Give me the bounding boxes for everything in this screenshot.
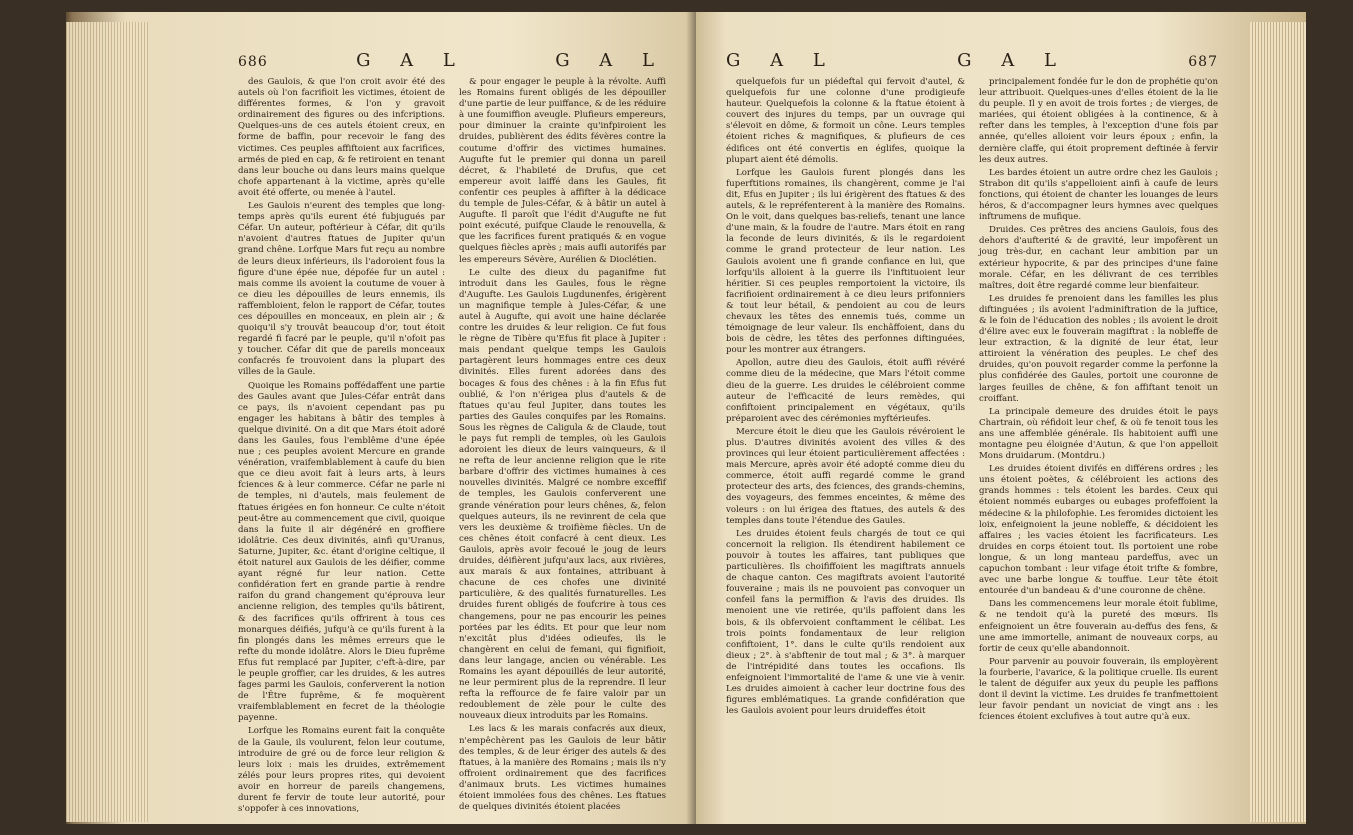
text-column-2 (979, 77, 1218, 725)
paragraph: Le culte des dieux du paganifme fut introduit dans les Gaules, fous le règne d'Augufte. Les Gaulois Lugdunenfes, érigèrent un magnifique temple à Jules-Céfar, & une autel à Augufte, qui avoit une haine déclarée contre les druides & leur religion. Ce fut fous le règne de Tibère qu'Efus fit place à Jupiter : mais pendant quelque temps les Gaulois partagèrent leurs hommages entre ces deux divinités. Elles furent adorées dans des bocages & fous des chênes : à la fin Efus fut oublié, & l'on n'érigea plus d'autels & de ftatues qu'au feul Jupiter, dans toutes les parties des Gaules conquifes par les Romains. Sous les règnes de Caligula & de Claude, tout le pays fut rempli de temples, où les Gaulois adoroient les dieux de leurs vainqueurs, & il ne refta de leur ancienne religion que le rite barbare d'offrir des victimes humaines à ces nouvelles divinités. Malgré ce nombre exceffif de temples, les Gaulois conferverent une grande vénération pour leurs chênes, &, felon quelques auteurs, ils ne revinrent de cela que vers les deuxième & troifième fiècles. Un de ces chênes étoit confacré à cent dieux. Les Gaulois, après avoir fecoué le joug de leurs druides, déifièrent jufqu'aux lacs, aux rivières, aux marais & aux fontaines, attribuant à chacune de ces chofes une divinité particulière, & des qualités furnaturelles. Les druides furent obligés de foufcrire à tous ces changemens, pour ne pas encourir les peines portées par les édits. Et pour que leur nom n'excitât plus d'idées odieufes, ils le changèrent en celui de femani, qui fignifioit, dans leur langage, ancien ou vénérable. Les Romains les ayant dépouillés de leur autorité, ne leur permirent plus de la reprendre. Il leur refta la reffource de fe faire valoir par un redoublement de zèle pour le culte des nouveaux dieux introduits par les Romains. (459, 267, 666, 722)
text-column-1 (238, 77, 445, 817)
paragraph: & pour engager le peuple à la révolte. Auffi les Romains furent obligés de les dépouiller d'une partie de leur puiffance, & de les réduire à une foumiffion aveugle. Plufieurs empereurs, pour diminuer la crainte qu'infpiroient les druides, publièrent des édits févères contre la coutume d'offrir des victimes humaines. Augufte fut le premier qui donna un pareil décret, & l'habileté de Drufus, que cet empereur avoit laiffé dans les Gaules, fit confentir ces peuples à affifter à la dédicace du temple de Jules-Céfar, & à bâtir un autel à Augufte. Il paroît que l'édit d'Augufte ne fut point exécuté, puifque Claude le renouvella, & que les facrifices furent pratiqués & en vogue quelques fiècles après ; mais aufli autorifés par les empereurs Sévère, Aurélien & Dioclétien. (459, 77, 666, 265)
paragraph: Apollon, autre dieu des Gaulois, étoit auffi révéré comme dieu de la médecine, que Mars l'étoit comme dieu de la guerre. Les druides le célébroient comme auteur de l'efficacité de leurs remèdes, qui confiftoient principalement en végétaux, qu'ils préparoient avec des cérémonies myftérieufes. (726, 358, 965, 424)
paragraph: Les bardes étoient un autre ordre chez les Gaulois ; Strabon dit qu'ils s'appelloient ainfi à caufe de leurs fonctions, qui étoient de chanter les louanges de leurs héros, & d'accompagner leurs hymnes avec quelques inftrumens de mufique. (979, 167, 1218, 223)
paragraph: Druides. Ces prêtres des anciens Gaulois, fous des dehors d'aufterité & de gravité, leur impofèrent un joug très-dur, en cachant leur ambition par un extérieur hypocrite, & par des principes d'une faine morale. Céfar, en les délivrant de ces terribles maîtres, doit être regardé comme leur bienfaiteur. (979, 225, 1218, 291)
paragraph: Pour parvenir au pouvoir fouverain, ils employèrent la fourberie, l'avarice, & la politique cruelle. Ils eurent le talent de déguifer aux yeux du peuple les paffions dont il devint la victime. Les druides fe tranfmettoient leur favoir pendant un noviciat de vingt ans : les fciences étoient exclufives à tout autre qu'à eux. (979, 656, 1218, 723)
paragraph: La principale demeure des druides étoit le pays Chartrain, où réfidoit leur chef, & où fe tenoit tous les ans une affemblée générale. Ils habitoient auffi une montagne peu éloignée d'Autun, & que l'on appelloit Mons druidarum. (Montdru.) (979, 406, 1218, 462)
running-head: G A L (957, 50, 1068, 71)
right-page-header (726, 50, 1218, 71)
paragraph: Quoique les Romains poffédaffent une partie des Gaules avant que Jules-Céfar entrât dans ce pays, ils n'avoient cependant pas pu engager les habitans à bâtir des temples à quelque divinité. On a dit que Mars étoit adoré dans les Gaules, fous l'emblême d'une épée nue ; ces peuples avoient Mercure en grande vénération, vraifemblablement à caufe du bien que ce dieu avoit fait à leurs arts, à leurs fciences & à leur commerce. Céfar ne parle ni de temples, ni d'autels, mais feulement de ftatues érigées en fon honneur. Ce culte n'étoit peut-être au commencement que civil, quoique dans la fuite il air dégénéré en groffiere idolâtrie. Ces deux divinités, ainfi qu'Uranus, Saturne, Jupiter, &c. étant d'origine celtique, il étoit naturel aux Gaulois de les déifier, comme ayant régné fur leur nation. Cette confidération fert en grande partie à rendre raifon du grand changement qu'éprouva leur ancienne religion, des temples qu'ils bâtirent, & des facrifices qu'ils offrirent à tous ces monarques déifiés, jufqu'à ce qu'ils furent à la fin plongés dans les mêmes erreurs que le refte du monde idolâtre. Alors le Dieu fuprême Efus fut remplacé par Jupiter, c'eft-à-dire, par le peuple groffier, car les druides, & les autres fages parmi les Gaulois, conferverent la notion de l'Être fuprême, & fe moquèrent vraifemblablement en fecret de la théologie payenne. (238, 380, 445, 724)
running-head: G A L (555, 50, 666, 71)
paragraph: Les druides étoient feuls chargés de tout ce qui concernoit la religion. Ils étendirent habilement ce pouvoir à toutes les affaires, tant publiques que particulières. Ils choififfoient les magiftrats annuels de chaque canton. Ces magiftrats avoient l'autorité fouveraine ; mais ils ne pouvoient pas convoquer un confeil fans la permiffion & l'avis des druides. Ils menoient une vie retirée, qu'ils paffoient dans les bois, & ils obfervoient conftamment le célibat. Les trois points fondamentaux de leur religion confiftoient, 1°. dans le culte qu'ils rendoient aux dieux ; 2°. à s'abftenir de tout mal ; & 3°. à marquer de l'intrépidité dans toutes les occafions. Ils enfeignoient l'immortalité de l'ame & une vie à venir. Les druides aimoient à cacher leur doctrine fous des figures emblématiques. La grande confidération que les Gaulois avoient pour leurs druideffes étoit (726, 528, 965, 717)
text-columns (726, 77, 1218, 725)
paragraph: Lorfque les Romains eurent fait la conquête de la Gaule, ils voulurent, felon leur coutume, introduire de gré ou de force leur religion & leurs loix : mais les druides, extrêmement zélés pour leurs propres rites, qui devoient avoir en horreur de pareils changemens, durent fe fervir de toute leur autorité, pour s'oppofer à ces innovations, (238, 726, 445, 815)
paragraph: Dans les commencemens leur morale étoit fublime, & ne tendoit qu'à la pureté des mœurs. Ils enfeignoient un être fouverain au-deffus des fens, & une ame immortelle, animant de nouveaux corps, au fortir de ceux qu'elle abandonnoit. (979, 599, 1218, 654)
text-column-1 (726, 77, 965, 725)
page-edges-right (1250, 22, 1306, 822)
text-column-2 (459, 77, 666, 817)
paragraph: Les druides étoient divifés en différens ordres ; les uns étoient poètes, & célébroient les actions des grands hommes : tels étoient les bardes. Ceux qui étoient nommés eubarges ou eubages profeffoient la médecine & la philofophie. Les feromides dictoient les loix, enfeignoient la jeune nobleffe, & décidoient les affaires ; les vacies étoient les facrificateurs. Les druides en corps étoient tout. Ils portoient une robe longue, & un long manteau pardeffus, avec un capuchon tombant : leur vifage étoit trifte & fombre, avec une barbe longue & touffue. Leur tête étoit entourée d'un bandeau & d'une couronne de chêne. (979, 464, 1218, 597)
paragraph: quelquefois fur un piédeftal qui fervoit d'autel, & quelquefois fur une colonne d'une prodigieufe hauteur. Quelquefois la colonne & la ftatue étoient à couvert des injures du temps, par un ouvrage qui s'élevoit en dôme, & formoit un cône. Leurs temples étoient riches & magnifiques, & plufieurs de ces édifices ont été convertis en églifes, quoique la plupart aient été démolis. (726, 77, 965, 165)
page-number: 687 (1188, 54, 1218, 70)
paragraph: Les druides fe prenoient dans les familles les plus diftinguées ; ils avoient l'adminiftration de la juftice, & le foin de l'éducation des nobles ; ils avoient le droit d'élire avec eux le fouverain magiftrat : la nobleffe de leur extraction, & la dignité de leur état, leur attiroient la vénération des peuples. Le chef des druides, qu'on pouvoit regarder comme la perfonne la plus confidérée des Gaules, portoit une couronne de larges feuilles de chêne, & fon affiftant tenoit un croiffant. (979, 293, 1218, 404)
right-page (696, 12, 1306, 824)
left-page-header (238, 50, 666, 71)
running-head: G A L (726, 50, 837, 71)
running-head: G A L (356, 50, 467, 71)
paragraph: Lorfque les Gaulois furent plongés dans les fuperftitions romaines, ils changèrent, comme je l'ai dit, Efus en Jupiter ; ils lui érigèrent des ftatues & des autels, & le repréfenterent à la manière des Romains. On le voit, dans quelques bas-reliefs, tenant une lance d'une main, & la foudre de l'autre. Mars étoit en rang la feconde de leurs divinités, & ils le regardoient comme le grand protecteur de leur nation. Les Gaulois avoient une fi grande confiance en lui, que lorfqu'ils alloient à la guerre ils l'inftituoient leur héritier. Si ces peuples remportoient la victoire, ils facrifioient ordinairement à ce dieu leurs prifonniers & tout leur bétail, & pendoient au cou de leurs chevaux les têtes des ennemis tués, comme un témoignage de leur valeur. Ils enchâffoient, dans du bois de cèdre, les têtes des perfonnes diftinguées, pour les montrer aux étrangers. (726, 167, 965, 356)
book-spread (66, 12, 1306, 824)
page-number: 686 (238, 54, 268, 70)
paragraph: Les Gaulois n'eurent des temples que long-temps après qu'ils eurent été fubjugués par Céfar. Un auteur, poftérieur à Céfar, dit qu'ils n'avoient d'autres ftatues de Jupiter qu'un grand chêne. Lorfque Mars fut reçu au nombre de leurs dieux inférieurs, ils l'adoroient fous la figure d'une épée nue, dépofée fur un autel : mais comme ils avoient la coutume de vouer à ce dieu les dépouilles de leurs ennemis, ils raffembloient, felon le rapport de Céfar, toutes ces dépouilles en monceaux, en plein air ; & quoiqu'il s'y trouvât beaucoup d'or, tout étoit regardé fi facré par le peuple, qu'il n'ofoit pas y toucher. Céfar dit que de pareils monceaux confacrés fe trouvoient dans la plupart des villes de la Gaule. (238, 201, 445, 378)
paragraph: des Gaulois, & que l'on croit avoir été des autels où l'on facrifioit les victimes, étoient de différentes formes, & l'on y gravoit ordinairement des figures ou des infcriptions. Quelques-uns de ces autels étoient creux, en forme de baffin, pour recevoir le fang des victimes. Ces peuples affiftoient aux facrifices, armés de pied en cap, & fe retiroient en tenant dans leur bouche ou dans leurs mains quelque chofe appartenant à la victime, après qu'elle avoit été offerte, ou menée à l'autel. (238, 77, 445, 198)
paragraph: Les lacs & les marais confacrés aux dieux, n'empêchèrent pas les Gaulois de leur bâtir des temples, & de leur ériger des autels & des ftatues, à la manière des Romains ; mais ils n'y offroient ordinairement que des facrifices d'animaux bruts. Les victimes humaines étoient immolées fous des chênes. Les ftatues de quelques divinités étoient placées (459, 724, 666, 813)
page-edges-left (66, 22, 148, 822)
left-page (66, 12, 696, 824)
paragraph: Mercure étoit le dieu que les Gaulois révéroient le plus. D'autres divinités avoient des villes & des provinces qui leur étoient particulièrement affectées : mais Mercure, après avoir été adopté comme dieu du commerce, étoit auffi regardé comme le grand protecteur des arts, des fciences, des grands-chemins, des voyageurs, des femmes enceintes, & même des voleurs : on lui érigea des ftatues, des autels & des temples dans toute l'étendue des Gaules. (726, 426, 965, 526)
paragraph: principalement fondée fur le don de prophétie qu'on leur attribuoit. Quelques-unes d'elles étoient de la lie du peuple. Il y en avoit de trois fortes ; de vierges, de mariées, qui étoient obligées à la continence, & à refter dans les temples, à l'exception d'une fois par année, qu'elles alloient voir leurs époux ; enfin, la dernière claffe, qui étoit proprement deftinée à fervir les deux autres. (979, 77, 1218, 165)
text-columns (238, 77, 666, 817)
